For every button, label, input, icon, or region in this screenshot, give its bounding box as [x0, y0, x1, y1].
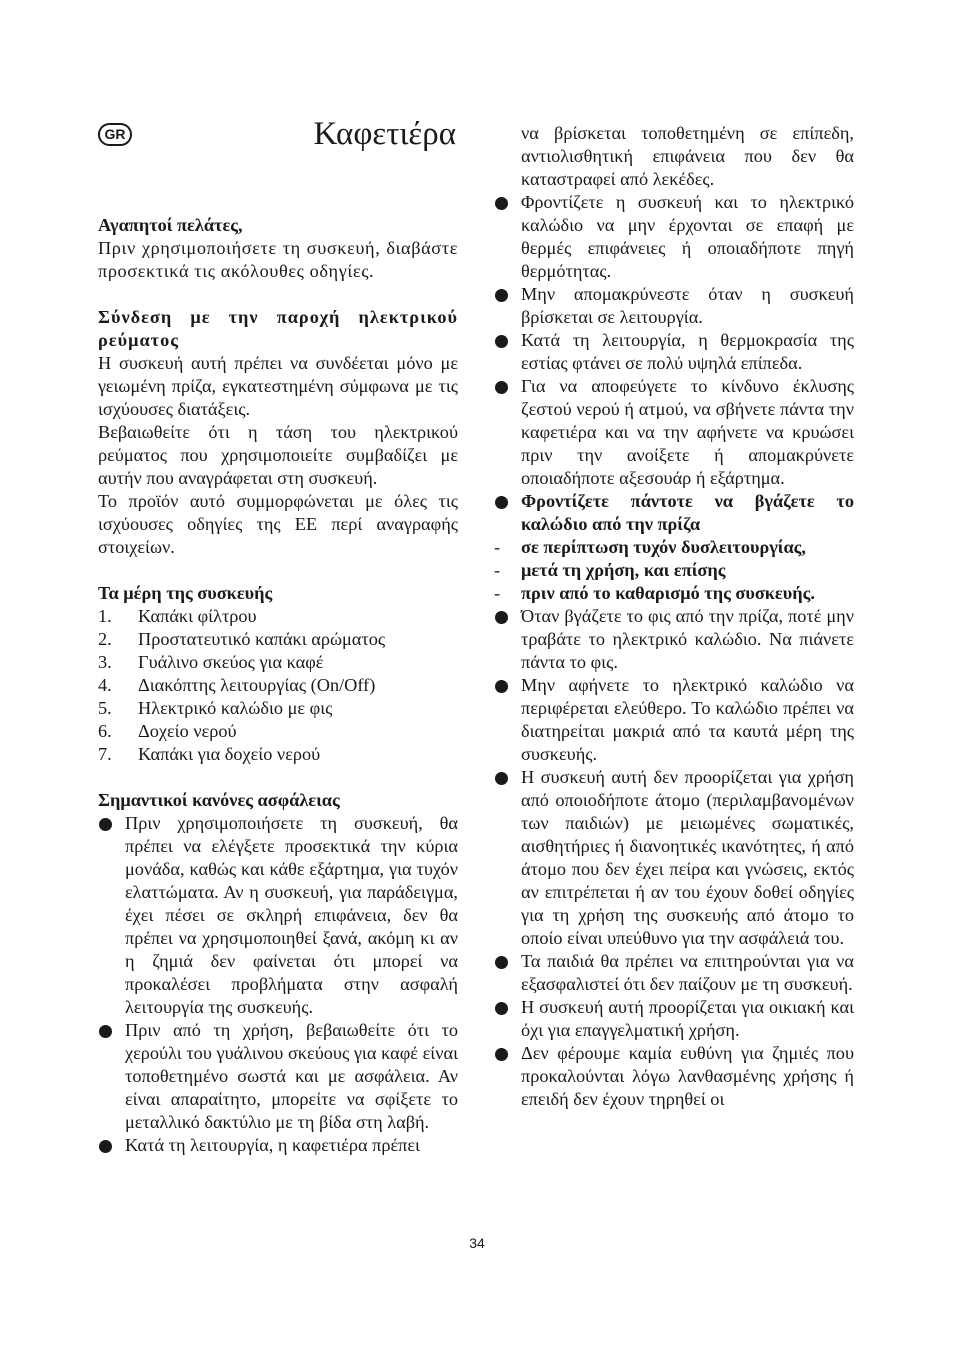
dash-text: σε περίπτωση τυχόν δυσλειτουργίας,	[521, 537, 806, 557]
list-item	[98, 743, 458, 766]
bullet-icon	[99, 1025, 112, 1038]
list-item	[494, 490, 854, 536]
item-label: Ηλεκτρικό καλώδιο με φις	[138, 698, 333, 718]
power-paragraph: Το προϊόν αυτό συμμορφώνεται με όλες τις ισχύουσες οδηγίες της ΕΕ περί αναγραφής στοιχείων.	[98, 491, 458, 557]
bullet-icon	[495, 197, 508, 210]
bullet-icon	[495, 611, 508, 624]
item-label: Καπάκι για δοχείο νερού	[138, 744, 321, 764]
item-number: 5.	[98, 698, 112, 718]
list-item	[494, 674, 854, 766]
dash-item	[494, 536, 854, 559]
bullet-icon	[495, 1048, 508, 1061]
item-label: Διακόπτης λειτουργίας (On/Off)	[138, 675, 376, 695]
safety-list-left	[98, 812, 458, 1157]
bullet-icon	[495, 772, 508, 785]
bullet-icon	[495, 496, 508, 509]
list-item	[494, 1042, 854, 1111]
item-label: Γυάλινο σκεύος για καφέ	[138, 652, 324, 672]
page-title: Καφετιέρα	[313, 116, 456, 152]
left-column	[98, 214, 458, 1157]
power-paragraph: Η συσκευή αυτή πρέπει να συνδέεται μόνο με γειωμένη πρίζα, εγκατεστημένη σύμφωνα με τις ισχύουσες διατάξεις.	[98, 353, 458, 419]
list-item	[98, 605, 458, 628]
item-text: Για να αποφεύγετε το κίνδυνο έκλυσης ζεστού νερού ή ατμού, να σβήνετε πάντα την καφετιέρα και να την αφήνετε να κρυώσει πριν την ανοίξετε ή απομακρύνετε οποιαδήποτε αξεσουάρ ή εξάρτημα.	[521, 376, 854, 488]
list-item	[494, 329, 854, 375]
item-text: Η συσκευή αυτή δεν προορίζεται για χρήση από οποιοδήποτε άτομο (περιλαμβανομένων των παιδιών) με μειωμένες σωματικές, αισθητήριες ή διανοητικές ικανότητες, ή από άτομο που δεν έχει πείρα και γνώσεις, εκτός αν επιτρέπεται ή αν του έχουν δοθεί οδηγίες για τη χρήση της συσκευής από άτομο το οποίο είναι υπεύθυνο για την ασφάλειά του.	[521, 767, 854, 948]
list-item	[494, 283, 854, 329]
list-item	[98, 651, 458, 674]
bullet-icon	[495, 1002, 508, 1015]
dash-mark: -	[494, 583, 501, 603]
bullet-icon	[495, 381, 508, 394]
list-item	[494, 950, 854, 996]
list-item	[98, 674, 458, 697]
parts-heading: Τα μέρη της συσκευής	[98, 583, 273, 603]
page-number: 34	[469, 1235, 485, 1251]
language-badge: GR	[98, 123, 132, 146]
item-text: Η συσκευή αυτή προορίζεται για οικιακή και όχι για επαγγελματική χρήση.	[521, 997, 854, 1040]
right-column	[494, 122, 854, 1111]
dash-text: μετά τη χρήση, και επίσης	[521, 560, 726, 580]
power-paragraph: Βεβαιωθείτε ότι η τάση του ηλεκτρικού ρεύματος που χρησιμοποιείτε συμβαδίζει με αυτήν που αναγράφεται στη συσκευή.	[98, 422, 458, 488]
item-text: Πριν χρησιμοποιήσετε τη συσκευή, θα πρέπει να ελέγξετε προσεκτικά την κύρια μονάδα, καθώς και κάθε εξάρτημα, για τυχόν ελαττώματα. Αν η συσκευή, για παράδειγμα, έχει πέσει σε σκληρή επιφάνεια, δεν θα πρέπει να χρησιμοποιηθεί ξανά, ακόμη κι αν η ζημιά δεν φαίνεται ότι μπορεί να προκαλέσει προβλήματα στην ασφαλή λειτουργία της συσκευής.	[125, 813, 458, 1017]
list-item	[98, 720, 458, 743]
item-number: 2.	[98, 629, 112, 649]
dash-mark: -	[494, 537, 501, 557]
item-text: Πριν από τη χρήση, βεβαιωθείτε ότι το χερούλι του γυάλινου σκεύους για καφέ είναι τοποθετημένο σωστά και με ασφάλεια. Αν είναι απαραίτητο, μπορείτε να σφίξετε το μεταλλικό δακτύλιο με τη βίδα στη λαβή.	[125, 1020, 458, 1132]
intro-heading: Αγαπητοί πελάτες,	[98, 215, 243, 235]
continuation-text: να βρίσκεται τοποθετημένη σε επίπεδη, αντιολισθητική επιφάνεια που δεν θα καταστραφεί από λεκέδες.	[521, 123, 854, 189]
list-item	[494, 375, 854, 490]
bullet-icon	[495, 680, 508, 693]
item-text: Μην αφήνετε το ηλεκτρικό καλώδιο να περιφέρεται ελεύθερο. Το καλώδιο πρέπει να διατηρείται μακριά από τα καυτά μέρη της συσκευής.	[521, 675, 854, 764]
list-item	[98, 1134, 458, 1157]
item-text: Τα παιδιά θα πρέπει να επιτηρούνται για να εξασφαλιστεί ότι δεν παίζουν με τη συσκευή.	[521, 951, 854, 994]
item-number: 3.	[98, 652, 112, 672]
item-text: Όταν βγάζετε το φις από την πρίζα, ποτέ μην τραβάτε το ηλεκτρικό καλώδιο. Να πιάνετε πάντα το φις.	[521, 606, 854, 672]
intro-text: Πριν χρησιμοποιήσετε τη συσκευή, διαβάστε προσεκτικά τις ακόλουθες οδηγίες.	[98, 238, 458, 281]
bullet-icon	[495, 335, 508, 348]
bullet-icon	[99, 1140, 112, 1153]
list-item	[98, 697, 458, 720]
bullet-icon	[495, 289, 508, 302]
item-text: Φροντίζετε η συσκευή και το ηλεκτρικό καλώδιο να μην έρχονται σε επαφή με θερμές επιφάνειες ή οποιαδήποτε πηγή θερμότητας.	[521, 192, 854, 281]
item-number: 6.	[98, 721, 112, 741]
list-item	[494, 191, 854, 283]
safety-list-right-b	[494, 605, 854, 1111]
bullet-icon	[99, 818, 112, 831]
list-item	[494, 996, 854, 1042]
item-number: 7.	[98, 744, 112, 764]
item-label: Καπάκι φίλτρου	[138, 606, 257, 626]
list-item	[98, 812, 458, 1019]
item-text: Φροντίζετε πάντοτε να βγάζετε το καλώδιο από την πρίζα	[521, 491, 854, 534]
dash-mark: -	[494, 560, 501, 580]
list-item	[98, 628, 458, 651]
list-item	[494, 605, 854, 674]
bullet-icon	[495, 956, 508, 969]
item-number: 1.	[98, 606, 112, 626]
item-label: Δοχείο νερού	[138, 721, 237, 741]
item-text: Κατά τη λειτουργία, η θερμοκρασία της εστίας φτάνει σε πολύ υψηλά επίπεδα.	[521, 330, 854, 373]
safety-list-right-a	[494, 191, 854, 536]
list-item	[494, 766, 854, 950]
dash-item	[494, 559, 854, 582]
safety-heading: Σημαντικοί κανόνες ασφάλειας	[98, 790, 340, 810]
item-number: 4.	[98, 675, 112, 695]
item-text: Δεν φέρουμε καμία ευθύνη για ζημιές που προκαλούνται λόγω λανθασμένης χρήσης ή επειδή δεν έχουν τηρηθεί οι	[521, 1043, 854, 1109]
item-text: Μην απομακρύνεστε όταν η συσκευή βρίσκεται σε λειτουργία.	[521, 284, 854, 327]
item-label: Προστατευτικό καπάκι αρώματος	[138, 629, 386, 649]
list-item	[98, 1019, 458, 1134]
power-heading: Σύνδεση με την παροχή ηλεκτρικού ρεύματος	[98, 307, 458, 350]
parts-list	[98, 605, 458, 766]
item-text: Κατά τη λειτουργία, η καφετιέρα πρέπει	[125, 1135, 420, 1155]
dash-text: πριν από το καθαρισμό της συσκευής.	[521, 583, 815, 603]
dash-item	[494, 582, 854, 605]
